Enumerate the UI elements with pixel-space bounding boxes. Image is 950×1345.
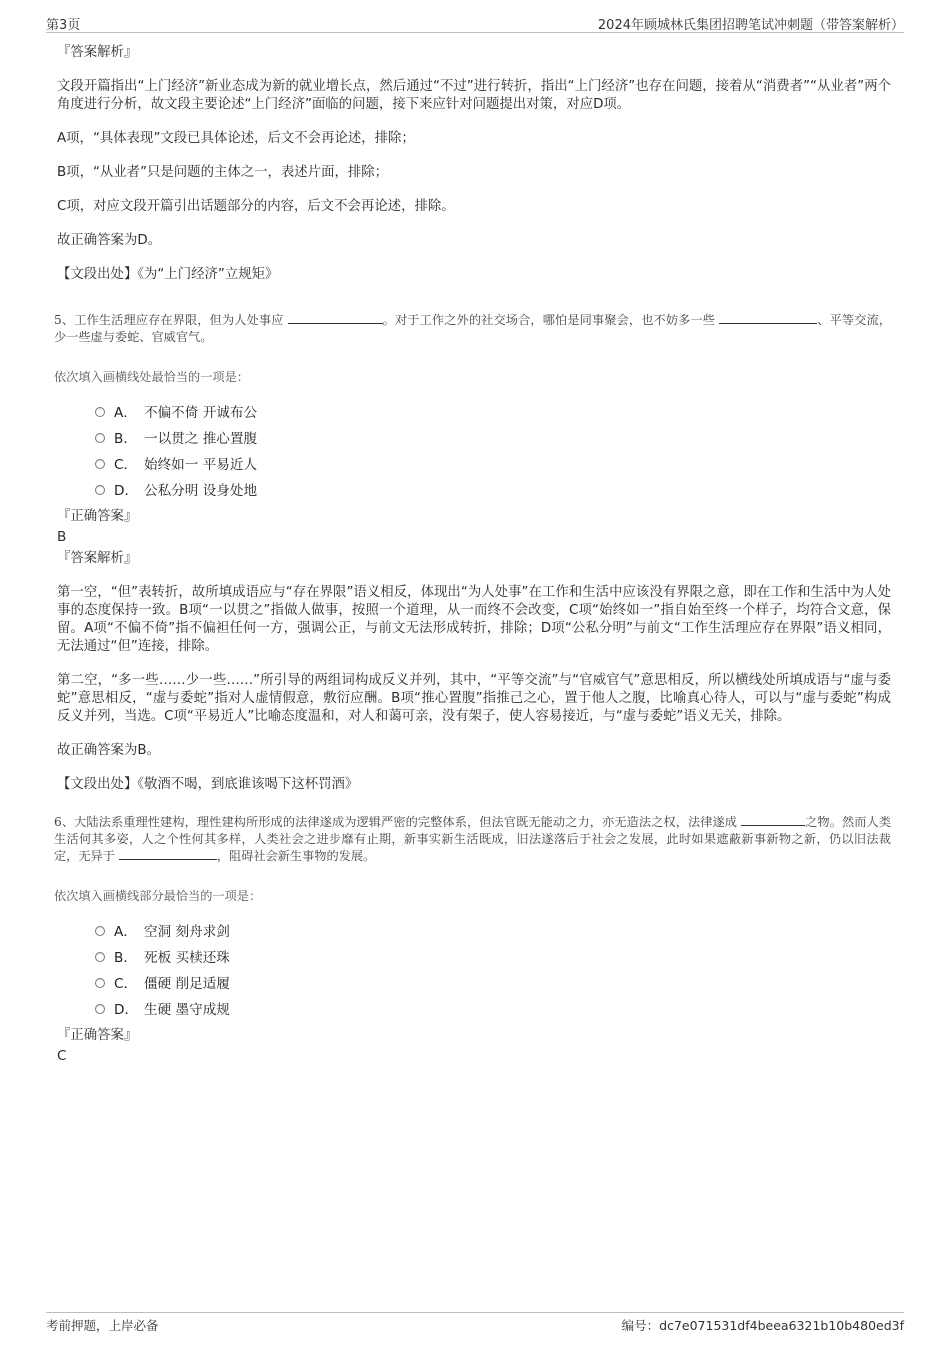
- q5-stem-part: 。对于工作之外的社交场合，哪怕是同事聚会，也不妨多一些: [382, 313, 716, 327]
- radio-icon[interactable]: [95, 952, 105, 962]
- q6-option-a[interactable]: A． 空洞 刻舟求剑: [95, 919, 891, 945]
- fill-blank: [288, 312, 383, 324]
- page-header: [46, 14, 904, 33]
- radio-icon[interactable]: [95, 485, 105, 495]
- question-6-stem: [54, 814, 891, 865]
- q5-instruction: 依次填入画横线处最恰当的一项是：: [54, 370, 249, 384]
- q5-options: [95, 400, 891, 504]
- q6-answer-tag: 『正确答案』: [57, 1028, 138, 1043]
- document-body: [54, 44, 892, 1069]
- q5-source: 【文段出处】《敬酒不喝，到底谁该喝下这杯罚酒》: [57, 777, 359, 792]
- page-number: 第3页: [46, 18, 81, 33]
- q4-analysis-paragraph: 文段开篇指出“上门经济”新业态成为新的就业增长点，然后通过“不过”进行转折，指出“上门经济”也存在问题，接着从“消费者”“从业者”两个角度进行分析，故文段主要论述“上门经济”面临的问题，接下来应针对问题提出对策，对应D项。: [57, 79, 891, 112]
- q6-option-b[interactable]: B． 死板 买椟还珠: [95, 945, 891, 971]
- q5-answer-tag: 『正确答案』: [57, 509, 138, 524]
- radio-icon[interactable]: [95, 433, 105, 443]
- q6-stem-part: ，阻碍社会新生事物的发展。: [216, 849, 376, 863]
- question-5-stem: [54, 312, 891, 346]
- fill-blank: [741, 814, 805, 826]
- radio-icon[interactable]: [95, 407, 105, 417]
- q6-option-c[interactable]: C． 僵硬 削足适履: [95, 971, 891, 997]
- q5-analysis-tag: 『答案解析』: [57, 551, 138, 566]
- q4-analysis-paragraph: C项，对应文段开篇引出话题部分的内容，后文不会再论述，排除。: [57, 199, 455, 214]
- q5-option-c[interactable]: C． 始终如一 平易近人: [95, 452, 891, 478]
- radio-icon[interactable]: [95, 459, 105, 469]
- q6-stem-part: 之物。然而人类生活何其多姿，人之个性何其多样，人类社会之进步靡有止期，新事实新生活既成，旧法遂落后于社会之发展，此时如果遮蔽新事新物之新，仍以旧法裁定，无异于: [54, 815, 892, 863]
- footer-slogan: 考前押题，上岸必备: [46, 1318, 159, 1333]
- q5-option-b[interactable]: B． 一以贯之 推心置腹: [95, 426, 891, 452]
- q5-option-a[interactable]: A． 不偏不倚 开诚布公: [95, 400, 891, 426]
- q4-conclusion: 故正确答案为D。: [57, 233, 162, 248]
- q5-stem-part: 、平等交流，少一些虚与委蛇、官威官气。: [54, 313, 892, 344]
- fill-blank: [719, 312, 817, 324]
- q4-analysis-tag: 『答案解析』: [57, 45, 138, 60]
- q5-stem-part: 5、工作生活理应存在界限，但为人处事应: [54, 313, 284, 327]
- fill-blank: [119, 848, 217, 860]
- q6-answer: C: [57, 1048, 67, 1064]
- document-code: 编号：dc7e071531df4beea6321b10b480ed3f: [621, 1318, 904, 1333]
- radio-icon[interactable]: [95, 1004, 105, 1014]
- q6-options: [95, 919, 891, 1023]
- q6-instruction: 依次填入画横线部分最恰当的一项是：: [54, 889, 262, 903]
- q5-analysis-paragraph: 第二空，“多一些……少一些……”所引导的两组词构成反义并列，其中，“平等交流”与“官威官气”意思相反，所以横线处所填成语与“虚与委蛇”意思相反，“虚与委蛇”指对人虚情假意，敷衍应酬。B项“推心置腹”指推己之心，置于他人之腹，比喻真心待人，可以与“虚与委蛇”构成反义并列，当选。C项“平易近人”比喻态度温和，对人和蔼可亲，没有架子，使人容易接近，与“虚与委蛇”语义无关，排除。: [57, 673, 891, 724]
- q6-option-d[interactable]: D． 生硬 墨守成规: [95, 997, 891, 1023]
- q4-source: 【文段出处】《为“上门经济”立规矩》: [57, 267, 279, 282]
- q5-answer: B: [57, 529, 67, 545]
- q4-analysis-paragraph: B项，“从业者”只是问题的主体之一，表述片面，排除；: [57, 165, 389, 180]
- q6-stem-part: 6、大陆法系重理性建构，理性建构所形成的法律遂成为逻辑严密的完整体系，但法官既无能动之力，亦无造法之权，法律遂成: [54, 815, 738, 829]
- document-title: 2024年顾城林氏集团招聘笔试冲刺题（带答案解析）: [597, 18, 904, 33]
- q5-option-d[interactable]: D． 公私分明 设身处地: [95, 478, 891, 504]
- q4-analysis-paragraph: A项，“具体表现”文段已具体论述，后文不会再论述，排除；: [57, 131, 415, 146]
- q5-analysis-paragraph: 第一空，“但”表转折，故所填成语应与“存在界限”语义相反，体现出“为人处事”在工作和生活中应该没有界限之意，即在工作和生活中为人处事的态度保持一致。B项“一以贯之”指做人做事，按照一个道理，从一而终不会改变，C项“始终如一”指自始至终一个样子，均符合文意，保留。A项“不偏不倚”指不偏袒任何一方，强调公正，与前文无法形成转折，排除；D项“公私分明”与前文“工作生活理应存在界限”语义相同，无法通过“但”连接，排除。: [57, 585, 891, 654]
- page-footer: [46, 1312, 904, 1333]
- radio-icon[interactable]: [95, 978, 105, 988]
- radio-icon[interactable]: [95, 926, 105, 936]
- q5-conclusion: 故正确答案为B。: [57, 743, 160, 758]
